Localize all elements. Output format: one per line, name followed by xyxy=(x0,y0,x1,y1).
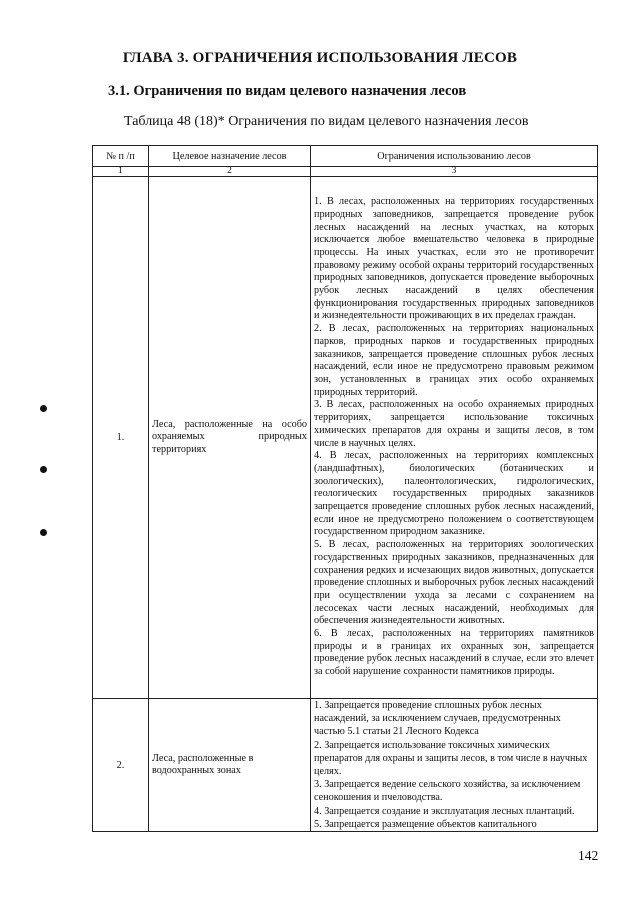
binder-hole-mark xyxy=(40,529,47,536)
column-number-row xyxy=(93,167,598,177)
page-number: 142 xyxy=(578,848,599,863)
restriction-item: 3. Запрещается ведение сельского хозяйства, за исключением сенокошения и пчеловодства. xyxy=(314,779,581,804)
restriction-item: 3. В лесах, расположенных на особо охраняемых природных территориях, запрещается использование токсичных химических препаратов для охраны и защиты лесов, в том числе в научных целях. xyxy=(314,399,594,449)
restriction-item: 4. В лесах, расположенных на территориях комплексных (ландшафтных), биологических (ботанических и зоологических), палеонтологических, гидрологических, геологических государственных природных заказников запрещается проведение сплошных рубок лесных насаждений, если иное не предусмотрено положением о соответствующем государственном природном заказнике. xyxy=(314,450,594,538)
table-row xyxy=(93,699,598,832)
restriction-item: 5. Запрещается размещение объектов капитального xyxy=(314,818,537,830)
row-restrictions xyxy=(311,699,598,832)
table-row xyxy=(93,177,598,699)
column-number-1: 1 xyxy=(93,167,149,177)
restriction-item: 6. В лесах, расположенных на территориях памятников природы и в границах их охранных зон, запрещается проведение рубок лесных насаждений в случае, если это влечет за собой нарушение сохранности памятников природы. xyxy=(314,628,594,678)
restriction-item: 1. Запрещается проведение сплошных рубок лесных насаждений, за исключением случаев, предусмотренных частью 5.1 статьи 21 Лесного Кодекса xyxy=(314,700,561,738)
header-restrictions: Ограничения использованию лесов xyxy=(311,146,598,167)
table-caption: Таблица 48 (18)* Ограничения по видам целевого назначения лесов xyxy=(124,114,529,129)
binder-hole-mark xyxy=(40,466,47,473)
row-number: 2. xyxy=(93,699,149,832)
restriction-item: 4. Запрещается создание и эксплуатация лесных плантаций. xyxy=(314,805,575,817)
header-number: № п /п xyxy=(93,146,149,167)
chapter-title: ГЛАВА 3. ОГРАНИЧЕНИЯ ИСПОЛЬЗОВАНИЯ ЛЕСОВ xyxy=(122,50,518,66)
restrictions-table xyxy=(92,145,598,832)
row-purpose: Леса, расположенные на особо охраняемых природных территориях xyxy=(149,177,311,699)
restriction-item: 2. Запрещается использование токсичных химических препаратов для охраны и защиты лесов, в том числе в научных целях. xyxy=(314,739,588,778)
row-number: 1. xyxy=(93,177,149,699)
column-number-2: 2 xyxy=(149,167,311,177)
column-number-3: 3 xyxy=(311,167,598,177)
row-purpose: Леса, расположенные в водоохранных зонах xyxy=(149,699,311,832)
table-header-row xyxy=(93,146,598,167)
restriction-item: 5. В лесах, расположенных на территориях зоологических государственных природных заказников, предназначенных для сохранения редких и исчезающих видов животных, допускается проведение сплошных и выборочных рубок лесных насаждений при осуществлении ухода за лесами с сохранением на лесосеках части лесных насаждений, необходимых для обеспечения жизнедеятельности животных. xyxy=(314,539,594,627)
binder-hole-mark xyxy=(40,405,47,412)
header-purpose: Целевое назначение лесов xyxy=(149,146,311,167)
section-title: 3.1. Ограничения по видам целевого назначения лесов xyxy=(108,83,467,99)
restriction-item: 2. В лесах, расположенных на территориях национальных парков, природных парков и государственных природных заказников, запрещается проведение сплошных рубок лесных насаждений, если иное не предусмотрено правовым режимом зон, установленных в границах этих особо охраняемых природных территорий. xyxy=(314,323,594,398)
restriction-item: 1. В лесах, расположенных на территориях государственных природных заповедников, запрещается проведение рубок лесных насаждений на лесных участках, на которых исключается любое вмешательство человека в природные процессы. На иных участках, если это не противоречит правовому режиму особой охраны территорий государственных природных заповедников, допускается проведение выборочных рубок лесных насаждений в целях обеспечения функционирования государственных природных заповедников и жизнедеятельности проживающих в их пределах граждан. xyxy=(314,196,594,322)
row-restrictions xyxy=(311,177,598,699)
